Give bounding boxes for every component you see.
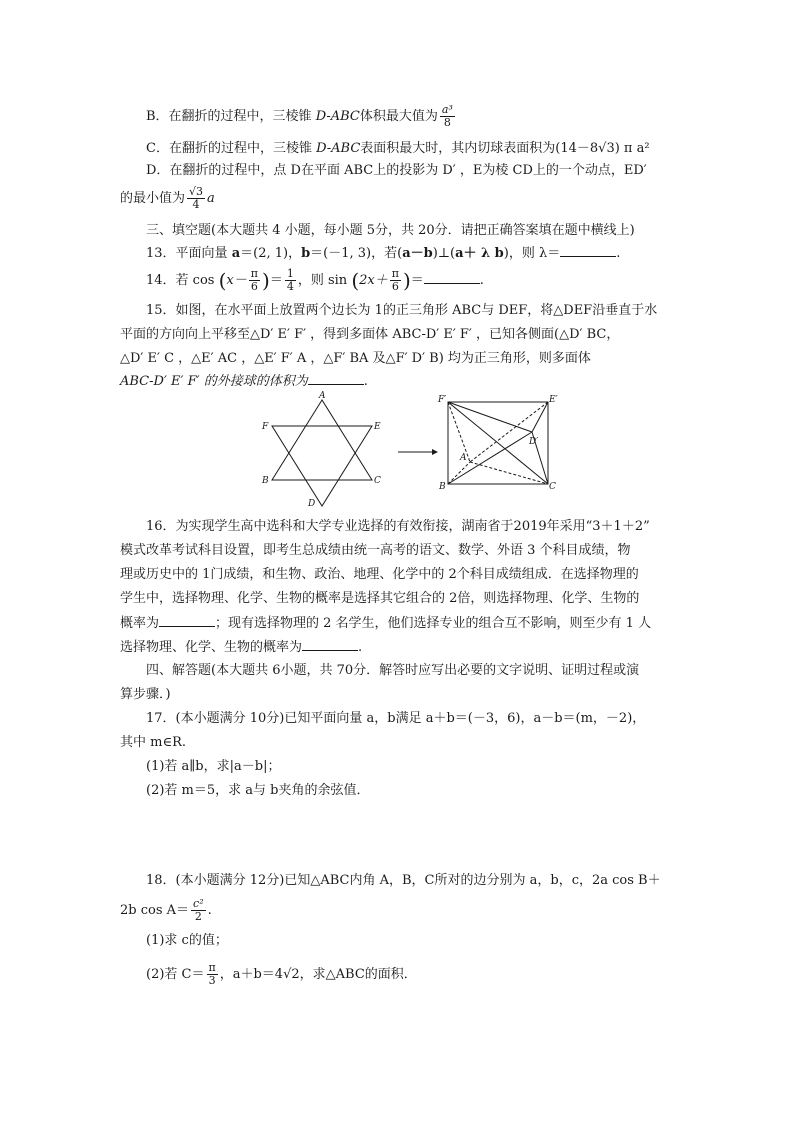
label-e: E <box>374 422 381 432</box>
question-16-line5 <box>120 614 651 633</box>
q13-expr: a＋ λ b <box>455 246 504 261</box>
answer-blank[interactable] <box>424 271 480 284</box>
fraction-denominator: 8 <box>443 116 451 129</box>
q18-text: ，a＋b＝4√2，求△ABC的面积． <box>219 967 417 982</box>
answer-blank[interactable] <box>159 614 215 627</box>
question-16-line4: 学生中，选择物理、化学、生物的概率是选择其它组合的 2倍，则选择物理、化学、生物的 <box>120 591 640 606</box>
q13-end: . <box>616 246 621 261</box>
q14-text: ，则 sin <box>297 273 348 288</box>
fraction-numerator: π <box>250 267 258 280</box>
one-quarter <box>285 268 296 293</box>
option-d-text: 的最小值为 <box>120 191 186 206</box>
label-f-prime: F′ <box>438 395 447 405</box>
question-16-line2: 模式改革考试科目设置，即考生总成绩由统一高考的语文、数学、外语 3 个科目成绩，物 <box>120 543 631 558</box>
answer-blank[interactable] <box>560 244 616 257</box>
q13-text: )，则 λ＝ <box>503 246 561 261</box>
q16-text: 概率为 <box>120 616 160 631</box>
edge-a-c <box>470 462 548 484</box>
option-b <box>146 104 457 129</box>
fraction-numerator: π <box>208 961 216 974</box>
question-17-part1: (1)若 a∥b，求|a－b|； <box>146 759 281 774</box>
section-3-heading: 三、填空题(本大题共 4 小题，每小题 5分，共 20分．请把正确答案填在题中横线上) <box>146 223 635 238</box>
option-d-fraction <box>187 186 205 211</box>
q18-text: (2)若 C＝ <box>146 967 205 982</box>
label-c-prism: C <box>549 482 556 492</box>
option-b-text: B．在翻折的过程中，三棱锥 <box>146 109 316 124</box>
q13-text: ＝(2, 1)， <box>240 246 302 261</box>
q13-text: )⊥( <box>432 246 456 261</box>
question-17-line1: 17．(本小题满分 10分)已知平面向量 a，b满足 a＋b＝(－3，6)，a－b＝(m，－2)， <box>146 711 646 726</box>
paren: ) <box>262 268 270 293</box>
question-15-line1: 15．如图，在水平面上放置两个边长为 1的正三角形 ABC与 DEF，将△DEF沿垂直于水 <box>146 303 658 318</box>
question-16-line1: 16．为实现学生高中选科和大学专业选择的有效衔接，湖南省于2019年采用“3＋1＋2” <box>146 519 650 534</box>
vector-a: a <box>231 246 241 261</box>
label-e-prime: E′ <box>549 395 558 405</box>
option-b-text2: 体积最大值为 <box>359 109 438 124</box>
fraction-denominator: 2 <box>194 910 202 923</box>
question-18-line2 <box>120 898 212 923</box>
label-c: C <box>374 476 381 486</box>
q14-text: ＝ <box>269 273 283 288</box>
q13-text: ＝(－1, 3)，若( <box>310 246 403 261</box>
arrow-head <box>432 449 438 455</box>
q14-end: . <box>479 273 484 288</box>
section-4-heading-cont: 算步骤．) <box>120 687 171 702</box>
question-18-line1: 18．(本小题满分 12分)已知△ABC内角 A，B，C所对的边分别为 a，b，c，2a cos B＋ <box>146 873 661 888</box>
q14-var: x－ <box>226 273 247 288</box>
q14-text: ＝ <box>410 273 424 288</box>
fraction-numerator: c² <box>193 897 204 910</box>
option-d-line2 <box>120 186 215 211</box>
fraction-denominator: 4 <box>286 280 294 293</box>
q14-var: 2x＋ <box>359 273 388 288</box>
fraction-numerator: √3 <box>189 185 204 198</box>
label-d-prime: D′ <box>529 437 539 447</box>
question-15-line4 <box>120 372 368 391</box>
edge-e-d <box>532 402 548 432</box>
q18-text: 2b cos A＝ <box>120 903 190 918</box>
fraction-numerator: a³ <box>441 103 453 116</box>
q13-text: 13．平面向量 <box>146 246 232 261</box>
hexagram <box>272 400 372 506</box>
triangle-abc <box>272 400 372 480</box>
question-16-line6 <box>120 638 362 657</box>
answer-blank[interactable] <box>308 372 364 385</box>
question-15-line2: 平面的方向向上平移至△D′ E′ F′ ，得到多面体 ABC-D′ E′ F′ ，已知各侧面(△D′ BC， <box>120 327 620 342</box>
question-14 <box>146 268 484 293</box>
paren: ( <box>218 268 227 293</box>
pi-over-6 <box>390 268 401 293</box>
fraction-denominator: 3 <box>208 974 216 987</box>
q15-end: . <box>363 374 368 389</box>
option-c-solid: D-ABC <box>316 141 361 156</box>
label-d: D <box>308 499 316 509</box>
question-15-line3: △D′ E′ C ，△E′ AC ，△E′ F′ A ，△F′ BA 及△F′ D′ B) 均为正三角形，则多面体 <box>120 351 591 366</box>
q14-text: 14．若 cos <box>146 273 215 288</box>
question-13 <box>146 244 620 263</box>
option-b-fraction <box>440 104 455 129</box>
figure <box>250 390 560 510</box>
option-d-var: a <box>207 191 215 206</box>
fraction-denominator: 4 <box>192 198 200 211</box>
question-18-part2 <box>146 962 417 987</box>
section-4-heading: 四、解答题(本大题共 6小题，共 70分．解答时应写出必要的文字说明、证明过程或演 <box>146 663 640 678</box>
label-b-prism: B <box>439 482 446 492</box>
paren: ( <box>351 268 360 293</box>
question-17-line2: 其中 m∈R. <box>120 735 187 750</box>
q16-text: 选择物理、化学、生物的概率为 <box>120 640 303 655</box>
edge-f-d <box>448 402 532 432</box>
label-a: A <box>319 391 326 401</box>
option-c <box>146 140 650 158</box>
edge-e-a <box>470 402 548 462</box>
option-c-text2: 表面积最大时，其内切球表面积为(14－8√3) π a² <box>360 141 650 156</box>
q16-text: ；现有选择物理的 2 名学生，他们选择专业的组合互不影响，则至少有 1 人 <box>215 616 652 631</box>
fraction-denominator: 6 <box>391 280 399 293</box>
q15-text: ABC-D′ E′ F′ 的外接球的体积为 <box>120 374 308 389</box>
fraction-denominator: 6 <box>250 280 258 293</box>
vector-b: b <box>301 246 311 261</box>
question-16-line3: 理或历史中的 1门成绩，和生物、政治、地理、化学中的 2个科目成绩组成．在选择物理的 <box>120 567 639 582</box>
paren: ) <box>402 268 411 293</box>
triangle-def <box>272 426 372 506</box>
option-d-line1: D．在翻折的过程中，点 D在平面 ABC上的投影为 D′ ，E为棱 CD上的一个动点，ED′ <box>146 163 647 178</box>
question-17-part2: (2)若 m＝5，求 a与 b夹角的余弦值． <box>146 783 370 798</box>
answer-blank[interactable] <box>302 638 358 651</box>
label-b: B <box>262 476 269 486</box>
option-b-solid: D-ABC <box>315 109 360 124</box>
q13-expr: a－b <box>402 246 433 261</box>
c-squared-over-2 <box>191 898 206 923</box>
option-c-text: C．在翻折的过程中，三棱锥 <box>146 141 317 156</box>
question-18-part1: (1)求 c的值； <box>146 933 228 948</box>
pi-over-6 <box>249 268 260 293</box>
fraction-numerator: 1 <box>286 267 294 280</box>
label-a-prism: A <box>460 453 467 463</box>
pi-over-3 <box>207 962 218 987</box>
q18-end: . <box>207 903 212 918</box>
label-f: F <box>262 422 269 432</box>
q16-end: . <box>358 640 363 655</box>
fraction-numerator: π <box>391 267 399 280</box>
